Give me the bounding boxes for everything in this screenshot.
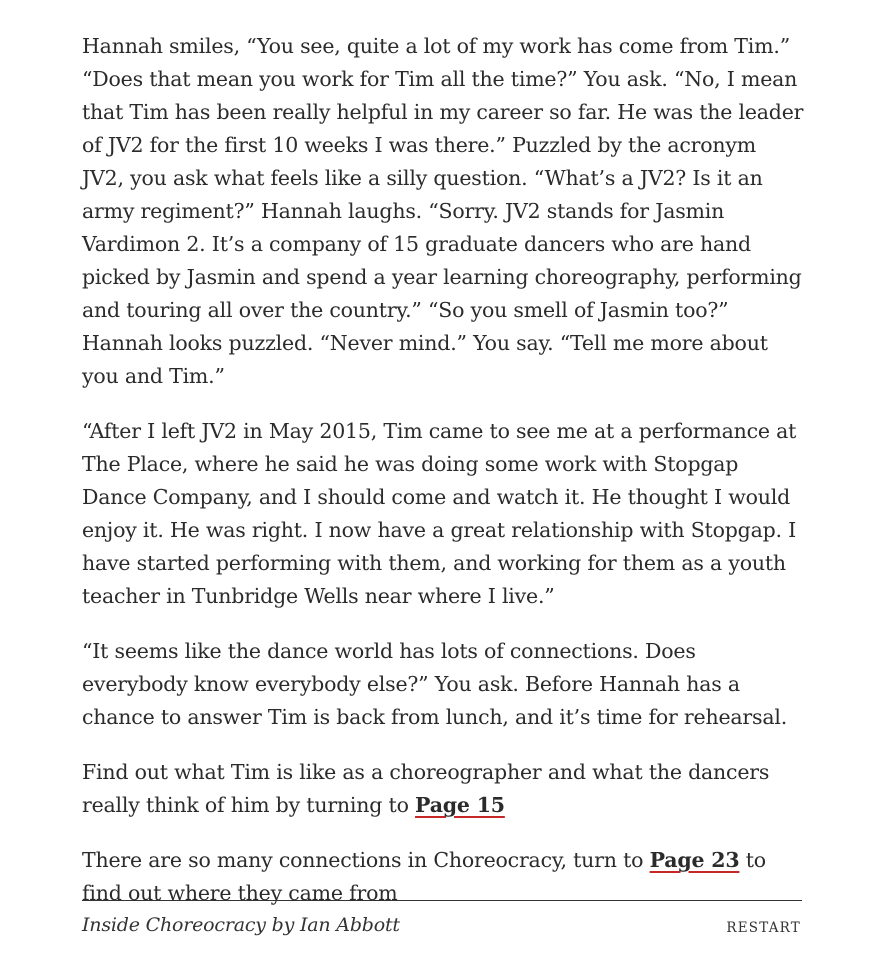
choice-text: There are so many connections in Choreocracy, turn to [82,848,650,872]
page-15-link[interactable]: Page 15 [415,793,505,817]
story-paragraph: Hannah smiles, “You see, quite a lot of my work has come from Tim.” “Does that mean you work for Tim all the time?” You ask. “No, I mean that Tim has been really helpful in my career so far. He was the leader of JV2 for the first 10 weeks I was there.” Puzzled by the acronym JV2, you ask what feels like a silly question. “What’s a JV2? Is it an army regiment?” Hannah laughs. “Sorry. JV2 stands for Jasmin Vardimon 2. It’s a company of 15 graduate dancers who are hand picked by Jasmin and spend a year learning choreography, performing and touring all over the country.” “So you smell of Jasmin too?” Hannah looks puzzled. “Never mind.” You say. “Tell me more about you and Tim.” [82,34,804,388]
choice-text: Find out what Tim is like as a choreographer and what the dancers really think of him by turning to [82,760,770,817]
footer-divider [82,900,802,901]
choice-page-15 [82,756,804,822]
story-content [82,30,804,910]
book-title: Inside Choreocracy by Ian Abbott [82,914,400,936]
story-paragraph: “After I left JV2 in May 2015, Tim came to see me at a performance at The Place, where he said he was doing some work with Stopgap Dance Company, and I should come and watch it. He thought I would enjoy it. He was right. I now have a great relationship with Stopgap. I have started performing with them, and working for them as a youth teacher in Tunbridge Wells near where I live.” [82,419,797,608]
story-paragraph: “It seems like the dance world has lots of connections. Does everybody know everybody else?” You ask. Before Hannah has a chance to answer Tim is back from lunch, and it’s time for rehearsal. [82,639,788,729]
restart-button[interactable]: RESTART [726,920,801,936]
choice-text: to find out where they came from [82,848,766,905]
page-23-link[interactable]: Page 23 [649,848,740,872]
